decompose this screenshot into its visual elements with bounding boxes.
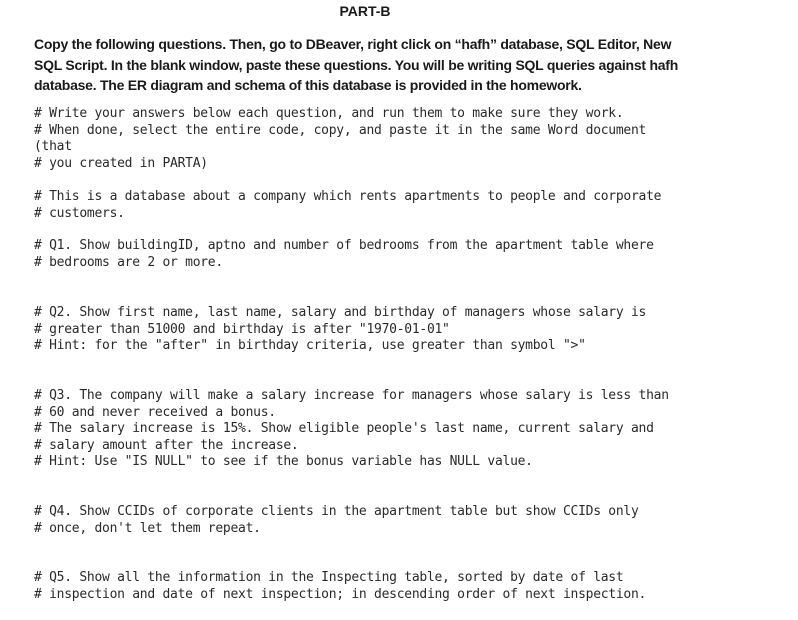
code-line: # you created in PARTA) [34, 155, 208, 171]
code-block-intro-comments [34, 106, 774, 172]
code-line: # 60 and never received a bonus. [34, 404, 276, 420]
code-line: # once, don't let them repeat. [34, 520, 261, 536]
instructions-paragraph [34, 34, 754, 96]
code-line: # Hint: Use "IS NULL" to see if the bonus variable has NULL value. [34, 454, 533, 470]
code-line: # Q1. Show buildingID, aptno and number of bedrooms from the apartment table where [34, 238, 654, 253]
code-block-database-description [34, 189, 774, 222]
code-block-q2 [34, 305, 774, 355]
instructions-line: database. The ER diagram and schema of this database is provided in the homework. [34, 77, 582, 93]
code-block-q5 [34, 570, 774, 603]
code-line: # Hint: for the "after" in birthday criteria, use greater than symbol ">" [34, 338, 586, 354]
code-line: # bedrooms are 2 or more. [34, 254, 223, 270]
code-block-q1 [34, 238, 774, 271]
code-line: # When done, select the entire code, copy, and paste it in the same Word document [34, 122, 647, 138]
instructions-line: SQL Script. In the blank window, paste these questions. You will be writing SQL queries against hafh [34, 56, 678, 73]
code-line: # salary amount after the increase. [34, 437, 299, 453]
code-block-q3 [34, 388, 774, 471]
code-line: # inspection and date of next inspection; in descending order of next inspection. [34, 586, 647, 602]
code-line: (that [34, 139, 72, 155]
code-line: # Q3. The company will make a salary increase for managers whose salary is less than [34, 388, 669, 403]
code-line: # Q5. Show all the information in the Inspecting table, sorted by date of last [34, 570, 624, 585]
code-line: # customers. [34, 205, 125, 221]
code-line: # This is a database about a company which rents apartments to people and corporate [34, 189, 662, 204]
code-line: # greater than 51000 and birthday is after "1970-01-01" [34, 321, 450, 337]
code-line: # The salary increase is 15%. Show eligible people's last name, current salary and [34, 421, 654, 437]
instructions-line: Copy the following questions. Then, go to DBeaver, right click on “hafh” database, SQL Editor, New [34, 36, 672, 52]
code-line: # Write your answers below each question, and run them to make sure they work. [34, 106, 624, 121]
code-line: # Q4. Show CCIDs of corporate clients in the apartment table but show CCIDs only [34, 504, 639, 519]
code-block-q4 [34, 504, 774, 537]
code-line: # Q2. Show first name, last name, salary and birthday of managers whose salary is [34, 305, 647, 320]
part-heading: PART-B [339, 3, 391, 19]
